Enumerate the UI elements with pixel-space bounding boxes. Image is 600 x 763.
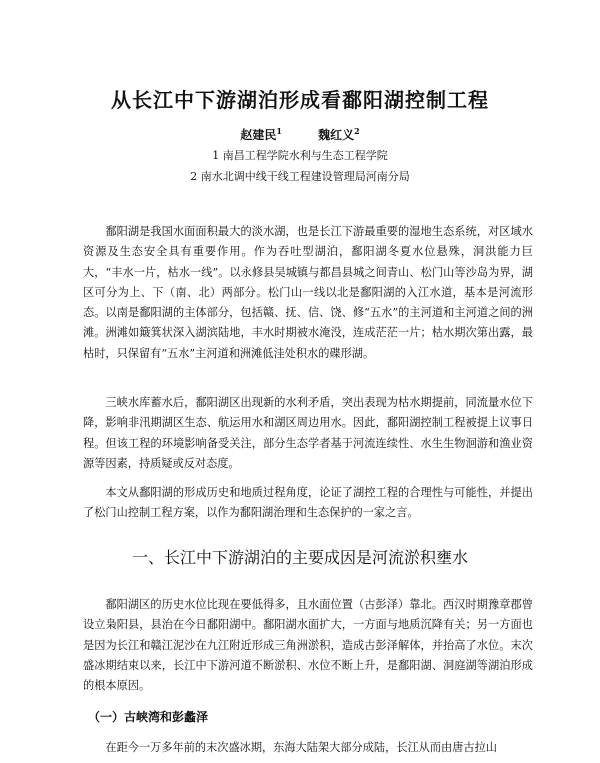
body-paragraph-2: 三峡水库蓄水后，鄱阳湖区出现新的水利矛盾，突出表现为枯水期提前，同流量水位下降，影响非汛期湖区生态、航运用水和湖区周边用水。因此，鄱阳湖控制工程被提上议事日程。但该工程的环境影响备受关注，部分生态学者基于河流连续性、水生生物洄游和渔业资源等因素，持质疑或反对态度。: [83, 396, 533, 470]
affiliation-1: 1 南昌工程学院水利与生态工程学院: [212, 149, 388, 162]
section-heading: 一、长江中下游湖泊的主要成因是河流淤积壅水: [131, 548, 468, 567]
section-paragraph: 鄱阳湖区的历史水位比现在要低得多，且水面位置（古彭泽）靠北。西汉时期豫章郡曾设立枭阳县，县治在今日鄱阳湖中。鄱阳湖水面扩大，一方面与地质沉降有关；另一方面也是因为长江和赣江泥沙在九江附近形成三角洲淤积，造成古彭泽解体，并抬高了水位。末次盛冰期结束以来，长江中下游河道不断淤积、水位不断上升，是鄱阳湖、洞庭湖等湖泊形成的根本原因。: [83, 598, 533, 693]
author-1-sup: 1: [276, 126, 282, 136]
author-2-sup: 2: [354, 126, 360, 136]
subsection-heading: （一）古峡湾和彭蠡泽: [88, 710, 209, 724]
author-1-name: 赵建民: [240, 128, 277, 142]
body-paragraph-3: 本文从鄱阳湖的形成历史和地质过程角度，论证了湖控工程的合理性与可能性，并提出了松门山控制工程方案，以作为鄱阳湖治理和生态保护的一家之言。: [83, 486, 533, 520]
author-2: [318, 128, 360, 142]
last-line: 在距今一万多年前的末次盛冰期，东海大陆架大部分成陆，长江从而由唐古拉山: [105, 741, 497, 754]
author-2-name: 魏红义: [318, 128, 355, 142]
paper-title: 从长江中下游湖泊形成看鄱阳湖控制工程: [111, 88, 489, 112]
author-1: [240, 128, 282, 142]
affiliation-2: 2 南水北调中线干线工程建设管理局河南分局: [190, 170, 410, 183]
body-paragraph-1: 鄱阳湖是我国水面面积最大的淡水湖，也是长江下游最重要的湿地生态系统，对区域水资源及生态安全具有重要作用。作为吞吐型湖泊，鄱阳湖冬夏水位悬殊，洞洪能力巨大，“丰水一片，枯水一线”。以永修县吴城镇与都昌县城之间青山、松门山等沙岛为界，湖区可分为上、下（南、北）两部分。松门山一线以北是鄱阳湖的入江水道，基本是河流形态。以南是鄱阳湖的主体部分，包括赣、抚、信、饶、修“五水”的主河道和主河道之间的洲滩。洲滩如簸箕状深入湖滨陆地，丰水时期被水淹没，连成茫茫一片；枯水期次第出露，最枯时，只保留有“五水”主河道和洲滩低洼处积水的碟形湖。: [83, 225, 533, 360]
author-line: [0, 126, 600, 143]
